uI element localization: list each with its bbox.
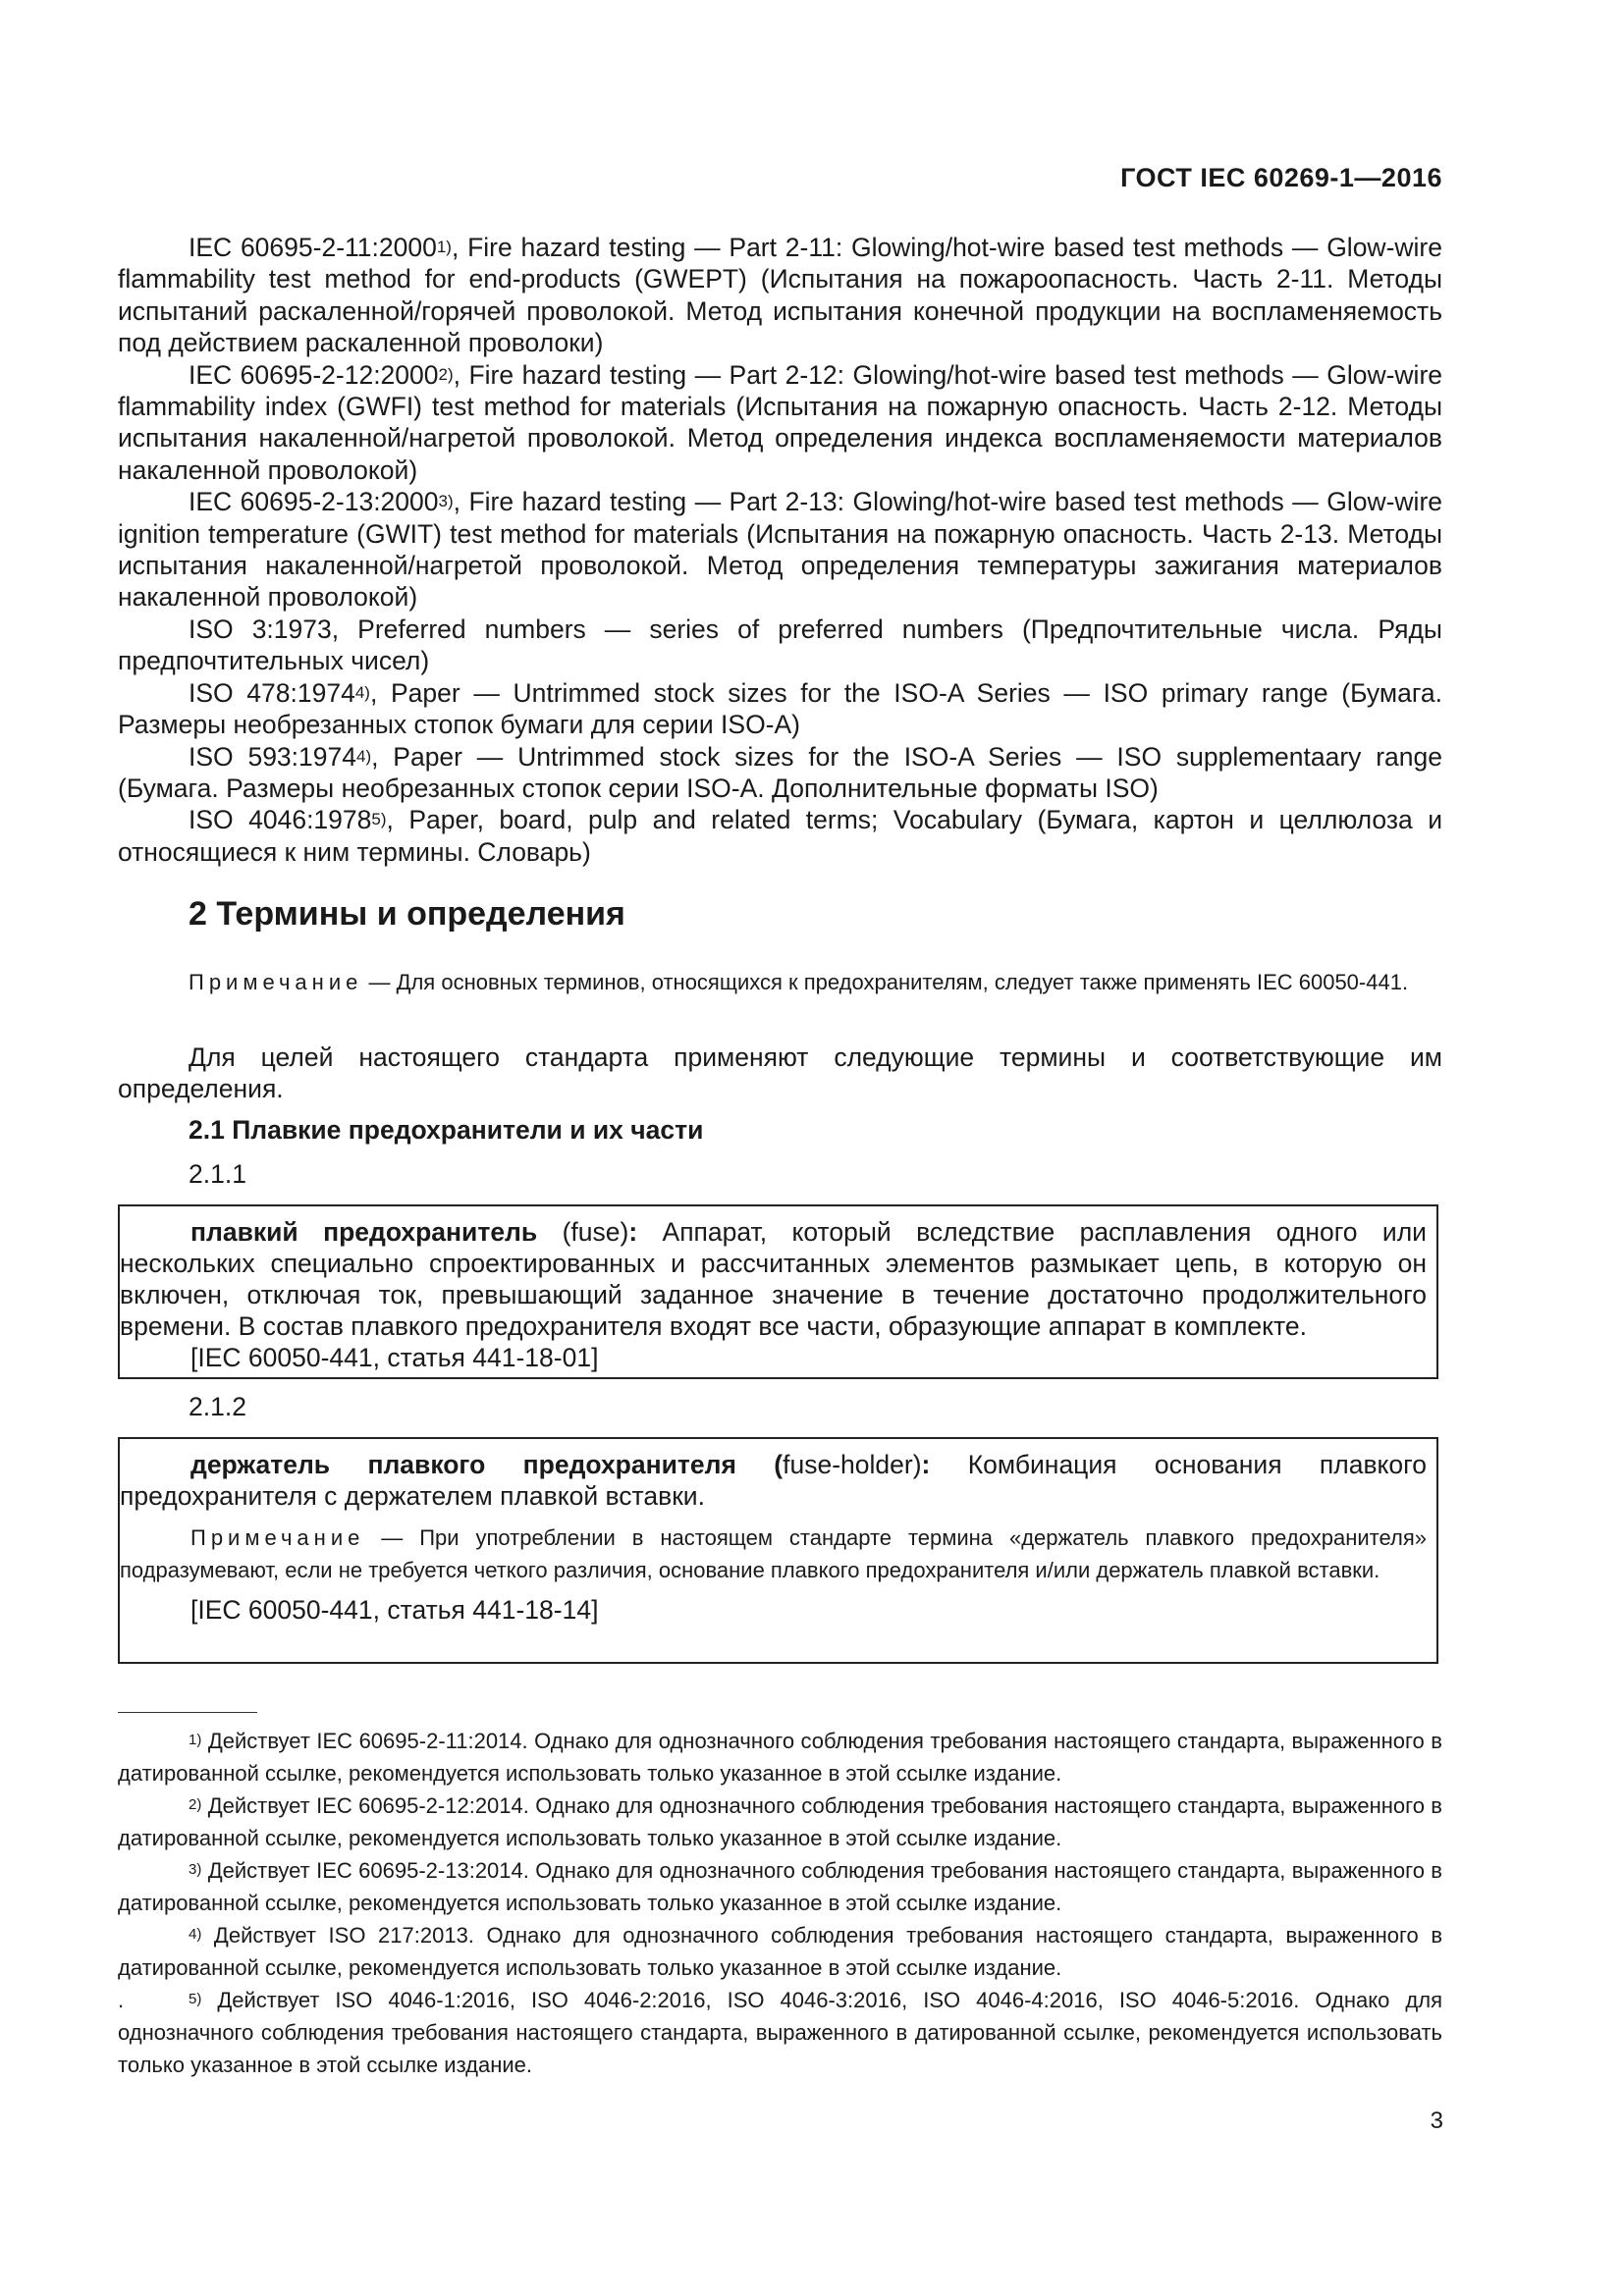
note-text: — Для основных терминов, относящихся к предохранителям, следует также применять IEC 60050-441. [362, 970, 1409, 994]
reference-item [118, 804, 1442, 868]
reference-code: ISO 478:1974 [189, 677, 355, 708]
term-definition-text: Комбинация основания плавкого предохранителя с держателем плавкой вставки. [120, 1450, 1427, 1511]
footnote-mark: 3) [189, 1861, 202, 1878]
footnote-mark: 2) [189, 1796, 202, 1813]
term-colon: : [921, 1450, 931, 1479]
term-definition-box [118, 1437, 1438, 1664]
note-text: — При употреблении в настоящем стандарте термина «держатель плавкого предохранителя» подразумевают, если не требуется четкого различия, основание плавкого предохранителя и/или держатель плавкой вставки. [120, 1525, 1427, 1582]
footnote-mark: 3) [438, 492, 454, 511]
reference-code: ISO 4046:1978 [189, 805, 372, 835]
footnote-mark: 2) [438, 364, 454, 384]
term-number: 2.1.2 [189, 1392, 246, 1421]
page-number: 3 [1430, 2108, 1443, 2134]
reference-text: , Paper, board, pulp and related terms; Vocabulary (Бумага, картон и целлюлоза и относящиеся к ним термины. Словарь) [118, 805, 1442, 867]
term-source: [IEC 60050-441, статья 441-18-14] [190, 1595, 599, 1625]
normative-references-list [118, 232, 1442, 868]
footnote-text: Действует IEC 60695-2-12:2014. Однако для однозначного соблюдения требования настоящего стандарта, выраженного в датированной ссылке, рекомендуется использовать только указанное в этой ссылке издание. [118, 1793, 1442, 1850]
footnote-text: Действует IEC 60695-2-13:2014. Однако для однозначного соблюдения требования настоящего стандарта, выраженного в датированной ссылке, рекомендуется использовать только указанное в этой ссылке издание. [118, 1858, 1442, 1915]
footnote [118, 1854, 1442, 1919]
reference-text: , Fire hazard testing — Part 2-11: Glowing/hot-wire based test methods — Glow-wire flammability test method for end-products (GWEPT) (Испытания на пожароопасность. Часть 2-11. Методы испытаний раскаленной/горячей проволокой. Метод испытания конечной продукции на воспламеняемость под действием раскаленной проволоки) [118, 233, 1442, 358]
reference-text: , Preferred numbers — series of preferred numbers (Предпочтительные числа. Ряды предпочтительных чисел) [118, 614, 1442, 676]
section-note [118, 966, 1442, 998]
footnote-mark: 4) [355, 746, 372, 766]
term-name: плавкий предохранитель [190, 1217, 538, 1247]
footnote-mark: 1) [436, 238, 452, 256]
reference-code: ISO 3:1973 [189, 614, 332, 644]
footnote-prefix: . [118, 1988, 125, 2012]
reference-text: , Fire hazard testing — Part 2-12: Glowing/hot-wire based test methods — Glow-wire flammability index (GWFI) test method for materials (Испытания на пожарную опасность. Часть 2-12. Методы испытания накаленной/нагретой проволокой. Метод определения индекса воспламеняемости материалов накаленной проволокой) [118, 359, 1443, 485]
footnote-mark: 5) [189, 1991, 202, 2007]
section-heading: 2 Термины и определения [189, 895, 625, 933]
term-note [120, 1522, 1427, 1586]
footnote [118, 1789, 1442, 1854]
reference-item [118, 677, 1442, 741]
footnote-text: Действует ISO 4046-1:2016, ISO 4046-2:2016, ISO 4046-3:2016, ISO 4046-4:2016, ISO 4046-5:2016. Однако для однозначного соблюдения требования настоящего стандарта, выраженного в датированной ссылке, рекомендуется использовать только указанное в этой ссылке издание. [118, 1988, 1442, 2077]
reference-item [118, 614, 1442, 677]
term-english: (fuse) [537, 1217, 629, 1247]
footnote-mark: 5) [371, 810, 387, 829]
note-label: Примечание [190, 1525, 365, 1550]
footnote-text: Действует IEC 60695-2-11:2014. Однако для однозначного соблюдения требования настоящего стандарта, выраженного в датированной ссылке, рекомендуется использовать только указанное в этой ссылке издание. [118, 1729, 1442, 1786]
footnote [118, 1725, 1442, 1789]
term-colon: : [628, 1217, 638, 1247]
term-definition [120, 1449, 1427, 1512]
term-definition-box [118, 1204, 1438, 1379]
reference-item [118, 741, 1442, 805]
reference-text: , Paper — Untrimmed stock sizes for the ISO-A Series — ISO supplementaary range (Бумага. Размеры необрезанных стопок серии ISO-A. Дополнительные форматы ISO) [118, 741, 1442, 803]
footnote-mark: 1) [189, 1732, 202, 1748]
footnotes [118, 1725, 1442, 2081]
term-source: [IEC 60050-441, статья 441-18-01] [190, 1343, 599, 1372]
note-label: Примечание [189, 970, 363, 994]
reference-text: , Fire hazard testing — Part 2-13: Glowing/hot-wire based test methods — Glow-wire ignition temperature (GWIT) test method for materials (Испытания на пожарную опасность. Часть 2-13. Методы испытания накаленной/нагретой проволокой. Метод определения температуры зажигания материалов накаленной проволокой) [118, 487, 1443, 613]
footnote-text: Действует ISO 217:2013. Однако для однозначного соблюдения требования настоящего стандарта, выраженного в датированной ссылке, рекомендуется использовать только указанное в этой ссылке издание. [118, 1923, 1442, 1980]
reference-item [118, 232, 1442, 359]
reference-item [118, 486, 1442, 614]
footnote-mark: 4) [189, 1926, 202, 1943]
footnote-separator [118, 1712, 257, 1713]
subsection-heading: 2.1 Плавкие предохранители и их части [189, 1115, 704, 1145]
reference-text: , Paper — Untrimmed stock sizes for the ISO-A Series — ISO primary range (Бумага. Размеры необрезанных стопок бумаги для серии ISO-A) [118, 677, 1443, 740]
reference-code: IEC 60695-2-11:2000 [189, 233, 437, 262]
term-definition [120, 1216, 1427, 1342]
reference-code: IEC 60695-2-12:2000 [189, 359, 439, 390]
footnote [118, 1984, 1442, 2081]
term-definition-text: Аппарат, который вследствие расплавления одного или нескольких специально спроектированных и рассчитанных элементов размыкает цепь, в которую он включен, отключая ток, превышающий заданное значение в течение достаточно продолжительного времени. В состав плавкого предохранителя входят все части, образующие аппарат в комплекте. [120, 1217, 1427, 1341]
document-header-title: ГОСТ IEC 60269-1—2016 [1120, 163, 1442, 192]
term-name: держатель плавкого предохранителя ( [190, 1450, 784, 1479]
term-number: 2.1.1 [189, 1159, 246, 1189]
footnote-mark: 4) [354, 682, 370, 702]
reference-code: IEC 60695-2-13:2000 [189, 487, 439, 517]
intro-text: Для целей настоящего стандарта применяют следующие термины и соответствующие им определения. [118, 1042, 1442, 1103]
footnote [118, 1919, 1442, 1984]
reference-item [118, 359, 1442, 487]
reference-code: ISO 593:1974 [189, 741, 356, 772]
term-english: fuse-holder) [783, 1450, 922, 1479]
section-intro [118, 1041, 1442, 1104]
